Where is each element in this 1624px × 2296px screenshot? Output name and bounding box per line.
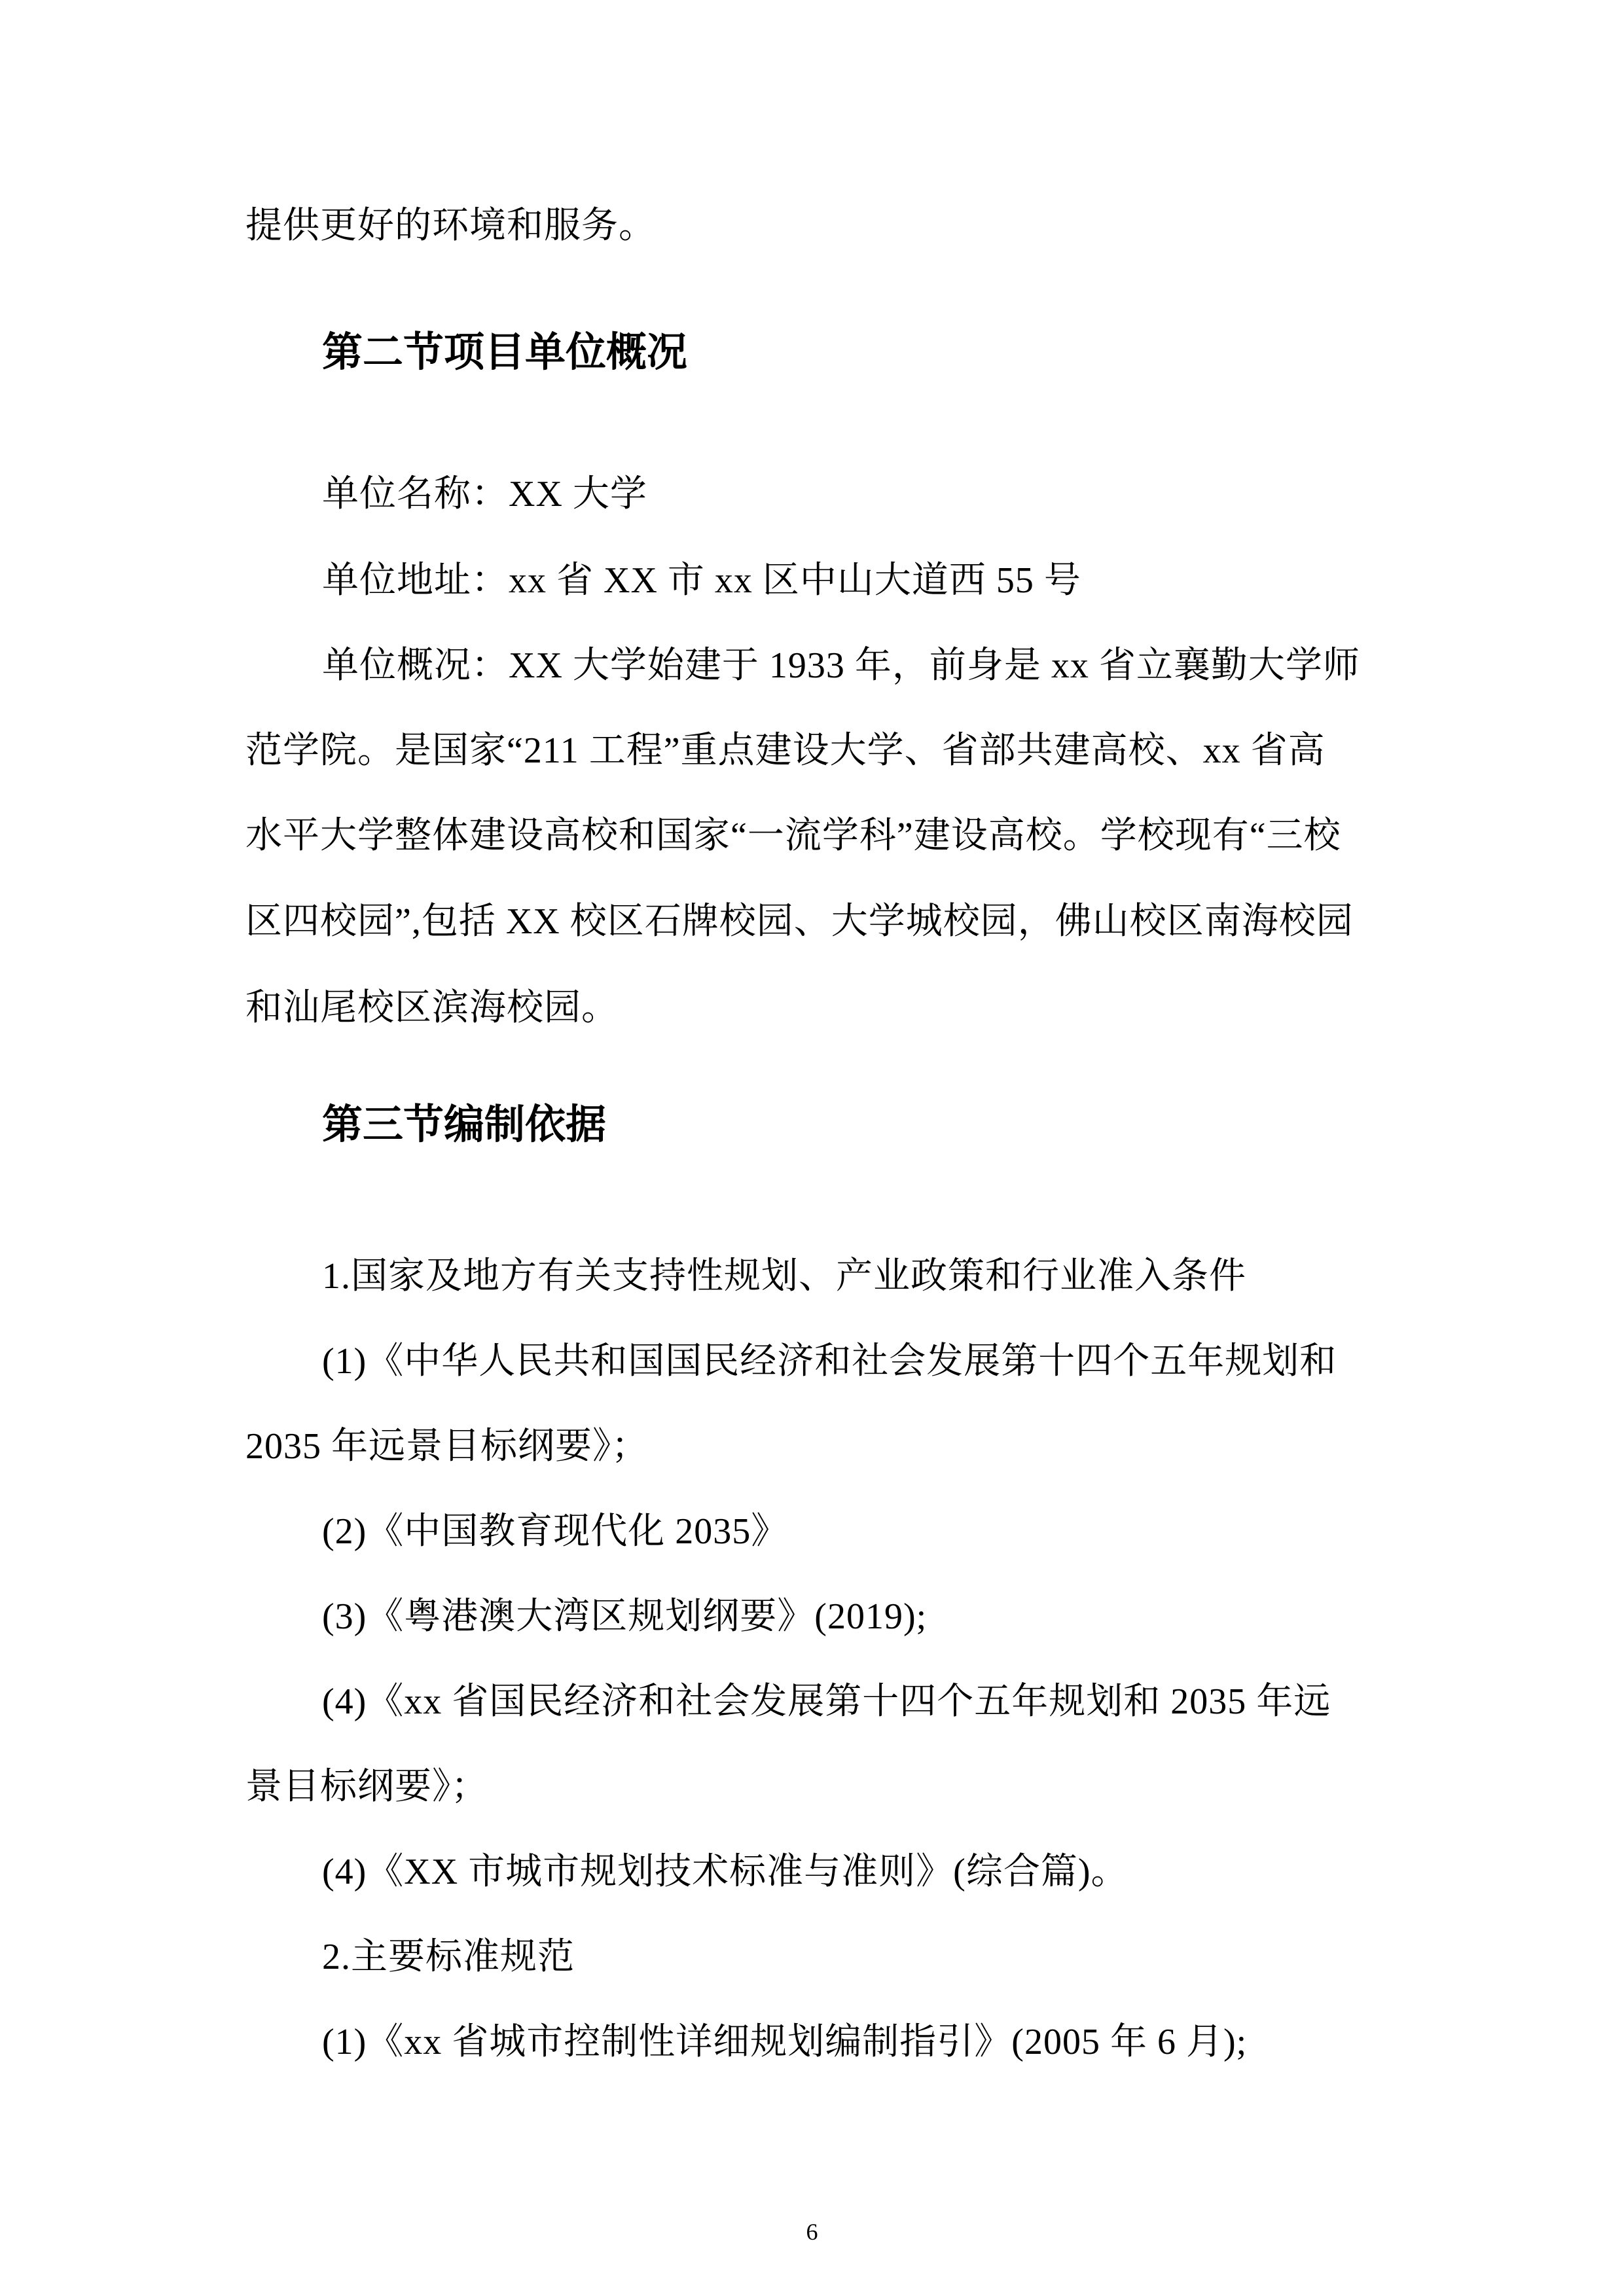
paragraph-line: 范学院。是国家“211 工程”重点建设大学、省部共建高校、xx 省高 — [245, 730, 1326, 771]
list-item: (4)《xx 省国民经济和社会发展第十四个五年规划和 2035 年远 — [322, 1681, 1331, 1722]
paragraph-line: 和汕尾校区滨海校园。 — [245, 988, 619, 1028]
list-item: (4)《XX 市城市规划技术标准与准则》(综合篇)。 — [322, 1852, 1128, 1892]
list-item: (2)《中国教育现代化 2035》 — [322, 1511, 789, 1552]
section-heading-compilation-basis: 第三节编制依据 — [322, 1100, 607, 1148]
paragraph-line: 水平大学整体建设高校和国家“一流学科”建设高校。学校现有“三校 — [245, 816, 1341, 856]
list-item: (3)《粤港澳大湾区规划纲要》(2019); — [322, 1596, 928, 1637]
unit-address: 单位地址：xx 省 XX 市 xx 区中山大道西 55 号 — [322, 560, 1081, 601]
basis-item-2-title: 2.主要标准规范 — [322, 1937, 575, 1977]
list-item: (1)《xx 省城市控制性详细规划编制指引》(2005 年 6 月); — [322, 2022, 1248, 2062]
page-number: 6 — [806, 2219, 818, 2245]
paragraph-line: 单位概况：XX 大学始建于 1933 年，前身是 xx 省立襄勤大学师 — [322, 645, 1360, 686]
list-item-continuation: 2035 年远景目标纲要》； — [245, 1426, 649, 1467]
paragraph-continuation: 提供更好的环境和服务。 — [245, 206, 656, 246]
paragraph-line: 区四校园”,包括 XX 校区石牌校园、大学城校园，佛山校区南海校园 — [245, 901, 1354, 942]
list-item-continuation: 景目标纲要》； — [245, 1767, 488, 1807]
list-item: (1)《中华人民共和国国民经济和社会发展第十四个五年规划和 — [322, 1341, 1337, 1382]
section-heading-unit-overview: 第二节项目单位概况 — [322, 328, 688, 376]
unit-name: 单位名称：XX 大学 — [322, 474, 647, 514]
basis-item-1-title: 1.国家及地方有关支持性规划、产业政策和行业准入条件 — [322, 1256, 1246, 1297]
